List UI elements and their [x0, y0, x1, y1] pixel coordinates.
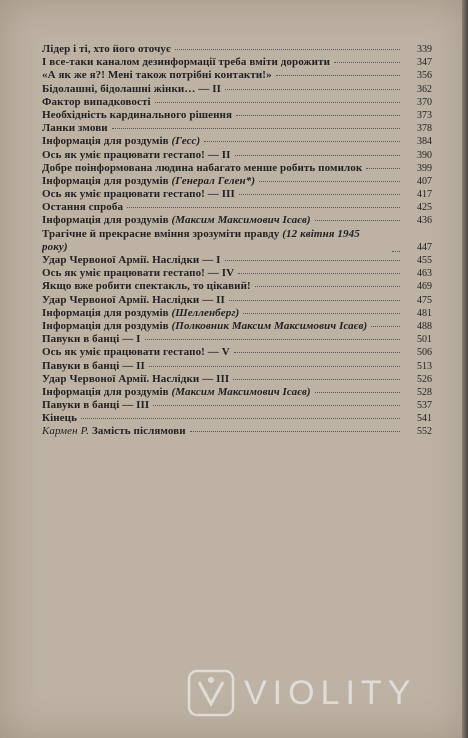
leader-dots [204, 141, 400, 142]
toc-entry-title [42, 162, 362, 175]
toc-entry-subject: (Генерал Гелен*) [171, 174, 256, 187]
leader-dots [235, 155, 400, 156]
toc-entry-page: 463 [417, 268, 432, 280]
toc-entry-main: Павуки в банці — III [42, 399, 150, 412]
toc-entry-page: 481 [417, 307, 432, 319]
toc-entry-page: 390 [417, 149, 432, 161]
toc-entry [42, 267, 432, 280]
toc-entry-title [42, 96, 151, 109]
leader-dots [229, 300, 400, 301]
toc-entry [42, 214, 432, 227]
toc-entry-title [42, 201, 123, 214]
toc-entry [42, 43, 432, 56]
toc-entry-main: Удар Червоної Армії. Наслідки — II [42, 293, 225, 306]
toc-entry [42, 360, 432, 373]
leader-dots [259, 181, 400, 182]
toc-entry [42, 425, 432, 438]
toc-entry-page: 399 [417, 162, 432, 174]
toc-entry [42, 280, 432, 293]
leader-dots [153, 405, 400, 406]
toc-entry-page: 501 [417, 334, 432, 346]
toc-entry [42, 386, 432, 399]
toc-entry-page: 362 [417, 83, 432, 95]
toc-entry-main: Інформація для роздумів [42, 319, 169, 332]
toc-entry [42, 373, 432, 386]
toc-entry-main: Інформація для роздумів [42, 214, 169, 227]
toc-entry-main: Добре поінформована людина набагато менше робить помилок [42, 161, 363, 174]
toc-entry [42, 162, 432, 175]
toc-entry-author: Кармен Р. [42, 425, 90, 438]
watermark [186, 668, 416, 718]
toc-entry-title [42, 109, 232, 122]
toc-entry-main: Бідолашні, бідолашні жінки… — II [42, 82, 221, 95]
toc-entry [42, 56, 432, 69]
toc-entry-page: 455 [417, 255, 432, 267]
toc-entry-page: 469 [417, 281, 432, 293]
toc-entry-subject: (Полковник Максим Максимович Ісаєв) [171, 319, 368, 332]
toc-entry [42, 69, 432, 82]
leader-dots [225, 260, 400, 261]
toc-entry-main: Замість післямови [92, 425, 186, 438]
toc-entry-main: Ось як уміє працювати гестапо! — III [42, 188, 235, 201]
toc-entry-page: 526 [417, 373, 432, 385]
toc-entry-title [42, 360, 145, 373]
toc-entry-subject: (Гесс) [171, 135, 201, 148]
toc-entry-main: Трагічне й прекрасне вміння зрозуміти правду [42, 228, 280, 241]
toc-entry-title [42, 267, 234, 280]
leader-dots [81, 418, 400, 419]
toc-entry-main: Інформація для роздумів [42, 306, 169, 319]
toc-entry [42, 122, 432, 135]
table-of-contents [42, 43, 432, 439]
leader-dots [112, 128, 400, 129]
leader-dots [233, 379, 400, 380]
leader-dots [255, 286, 400, 287]
toc-entry-page: 537 [417, 400, 432, 412]
toc-entry-main: Павуки в банці — I [42, 333, 141, 346]
toc-entry [42, 96, 432, 109]
toc-entry [42, 254, 432, 267]
toc-entry-main: «А як же я?! Мені також потрібні контакти!» [42, 69, 272, 82]
toc-entry-page: 475 [417, 294, 432, 306]
toc-entry-main: Павуки в банці — II [42, 359, 145, 372]
leader-dots [190, 431, 400, 432]
toc-entry-page: 378 [417, 123, 432, 135]
leader-dots [145, 339, 400, 340]
toc-entry-title [42, 386, 311, 399]
toc-entry-main: Необхідність кардинального рішення [42, 108, 233, 121]
toc-entry [42, 320, 432, 333]
toc-entry-title [42, 122, 108, 135]
toc-entry-title [42, 228, 388, 254]
page-edge [462, 0, 468, 738]
toc-entry-main: Ось як уміє працювати гестапо! — IV [42, 267, 235, 280]
toc-entry-title [42, 425, 186, 438]
leader-dots [225, 89, 400, 90]
leader-dots [127, 207, 400, 208]
leader-dots [366, 168, 400, 169]
toc-entry-page: 528 [417, 386, 432, 398]
toc-entry-subject: (12 квітня 1945 року) [42, 228, 360, 254]
toc-entry [42, 83, 432, 96]
leader-dots [155, 102, 400, 103]
toc-entry-main: Остання спроба [42, 201, 124, 214]
toc-entry-page: 339 [417, 44, 432, 55]
toc-entry-title [42, 373, 229, 386]
toc-entry [42, 109, 432, 122]
toc-entry [42, 333, 432, 346]
toc-entry-main: Лідер і ті, хто його оточує [42, 43, 171, 55]
toc-entry-main: Ось як уміє працювати гестапо! — II [42, 148, 231, 161]
leader-dots [243, 313, 400, 314]
toc-entry-title [42, 135, 200, 148]
watermark-text: VIOLITY [244, 673, 417, 712]
toc-entry [42, 149, 432, 162]
toc-entry-page: 373 [417, 109, 432, 121]
toc-entry-page: 417 [417, 189, 432, 201]
toc-entry-main: Якщо вже робити спектакль, то цікавий! [42, 280, 251, 293]
toc-entry-title [42, 307, 239, 320]
toc-entry-title [42, 412, 77, 425]
leader-dots [315, 392, 400, 393]
toc-entry-main: Інформація для роздумів [42, 385, 169, 398]
toc-entry [42, 135, 432, 148]
toc-entry [42, 294, 432, 307]
toc-entry-page: 436 [417, 215, 432, 227]
toc-entry-page: 506 [417, 347, 432, 359]
toc-entry-page: 488 [417, 320, 432, 332]
toc-entry-main: І все-таки каналом дезинформації треба вміти дорожити [42, 56, 331, 69]
leader-dots [392, 251, 400, 252]
toc-entry-title [42, 294, 225, 307]
leader-dots [149, 366, 400, 367]
toc-entry-title [42, 320, 367, 333]
toc-entry-main: Удар Червоної Армії. Наслідки — I [42, 254, 221, 267]
toc-entry-page: 347 [417, 57, 432, 69]
toc-entry-subject: (Максим Максимович Ісаєв) [171, 385, 311, 398]
toc-entry-page: 384 [417, 136, 432, 148]
violity-logo-icon [186, 668, 236, 718]
toc-entry [42, 412, 432, 425]
toc-entry-page: 541 [417, 413, 432, 425]
toc-entry-title [42, 43, 171, 56]
toc-entry-title [42, 188, 235, 201]
toc-entry-page: 370 [417, 96, 432, 108]
leader-dots [371, 326, 400, 327]
leader-dots [334, 62, 400, 63]
toc-entry-subject: (Максим Максимович Ісаєв) [171, 214, 311, 227]
toc-entry-title [42, 280, 251, 293]
toc-entry [42, 175, 432, 188]
leader-dots [238, 273, 400, 274]
leader-dots [239, 194, 400, 195]
toc-entry-title [42, 83, 221, 96]
toc-entry-title [42, 69, 272, 82]
toc-entry [42, 188, 432, 201]
toc-entry-title [42, 56, 330, 69]
toc-entry [42, 201, 432, 214]
leader-dots [276, 75, 400, 76]
toc-entry-main: Фактор випадковості [42, 95, 151, 108]
toc-entry-main: Інформація для роздумів [42, 174, 169, 187]
toc-entry-page: 513 [417, 360, 432, 372]
leader-dots [315, 220, 400, 221]
toc-entry [42, 228, 432, 254]
toc-entry-title [42, 149, 231, 162]
toc-entry-subject: (Шелленберг) [171, 306, 240, 319]
toc-entry-page: 447 [417, 241, 432, 253]
toc-entry-page: 425 [417, 202, 432, 214]
leader-dots [234, 352, 400, 353]
leader-dots [175, 49, 400, 50]
leader-dots [236, 115, 400, 116]
toc-entry-title [42, 333, 141, 346]
toc-entry-main: Кінець [42, 412, 78, 425]
toc-entry-main: Ланки змови [42, 122, 108, 135]
toc-entry [42, 399, 432, 412]
toc-entry-main: Удар Червоної Армії. Наслідки — III [42, 372, 230, 385]
toc-entry-title [42, 346, 230, 359]
toc-entry [42, 346, 432, 359]
toc-entry-main: Інформація для роздумів [42, 135, 169, 148]
toc-entry [42, 307, 432, 320]
toc-entry-title [42, 254, 221, 267]
toc-entry-title [42, 214, 311, 227]
toc-entry-title [42, 399, 149, 412]
toc-entry-title [42, 175, 255, 188]
toc-entry-main: Ось як уміє працювати гестапо! — V [42, 346, 230, 359]
toc-entry-page: 407 [417, 175, 432, 187]
toc-entry-page: 356 [417, 70, 432, 82]
toc-entry-page: 552 [417, 426, 432, 438]
